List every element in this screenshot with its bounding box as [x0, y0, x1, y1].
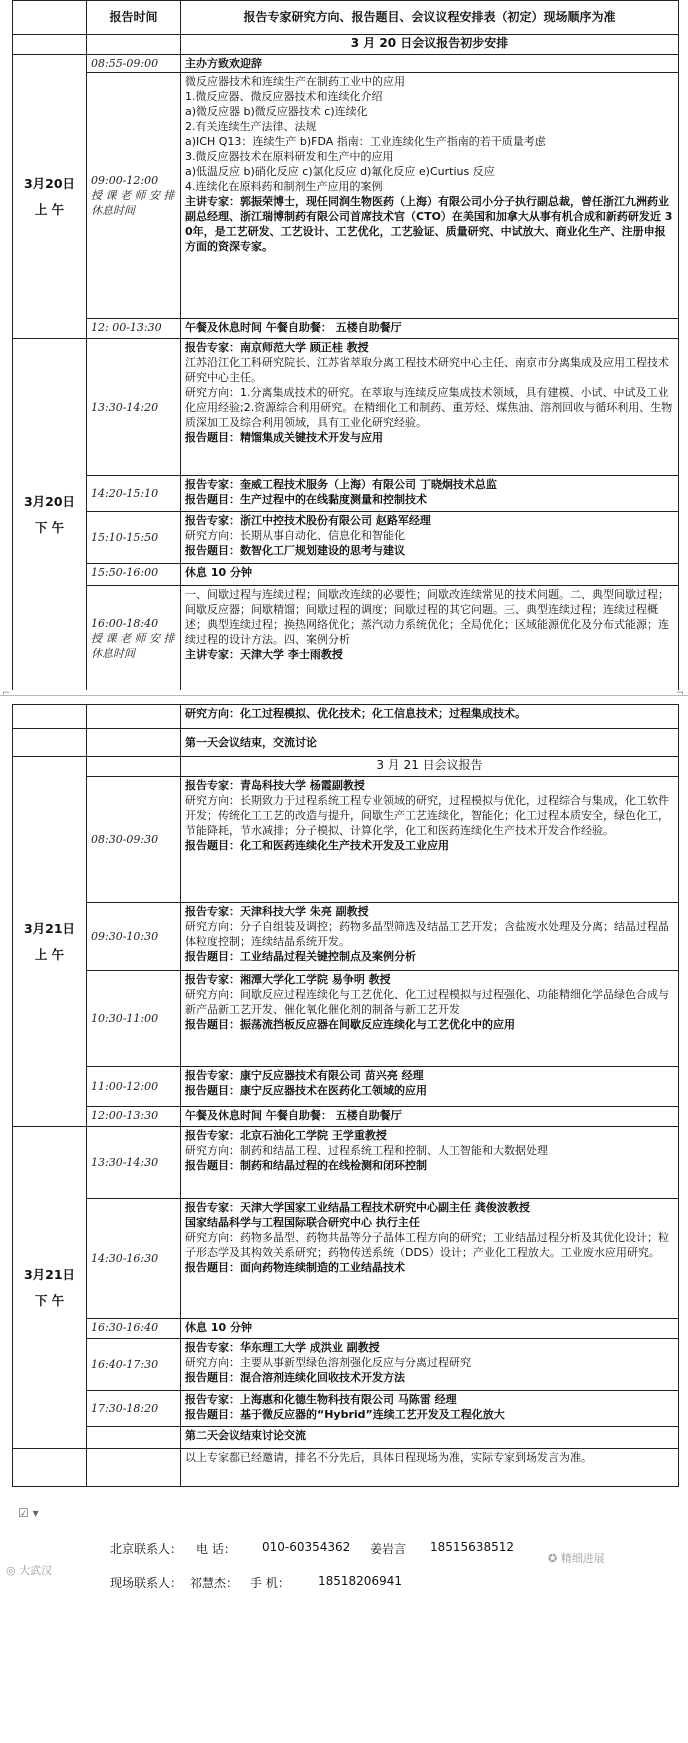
day-label: 3月20日 上 午: [13, 55, 87, 339]
edit-mark-icon: ☑ ▾: [18, 1506, 39, 1520]
schedule-table-page1: [12, 0, 679, 692]
table-row: [13, 1199, 679, 1319]
report-title: 报告题目：制药和结晶过程的在线检测和闭环控制: [185, 1159, 427, 1172]
speaker-bio: 主讲专家：郭振荣博士，现任同润生物医药（上海）有限公司小分子执行副总裁，曾任浙江九洲药业副总经理、浙江瑞博制药有限公司首席技术官（CTO）在美国和加拿大从事有机合成和新药研发近 30年，是工艺研发、工艺设计、工艺优化，工艺验证、质量研究、中试放大、商业化生产、注册申报方面的资深专家。: [185, 195, 673, 253]
time-cell: 16:30-16:40: [87, 1319, 181, 1339]
report-title: 报告题目：生产过程中的在线黏度测量和控制技术: [185, 493, 427, 506]
report-title: 报告题目：振荡流挡板反应器在间歇反应连续化与工艺优化中的应用: [185, 1018, 515, 1031]
report-title: 报告题目：基于微反应器的“Hybrid”连续工艺开发及工程化放大: [185, 1408, 505, 1421]
time-cell: 14:20-15:10: [87, 476, 181, 512]
table-row: [13, 512, 679, 564]
time-cell: 15:50-16:00: [87, 564, 181, 586]
speaker-line: 主讲专家：天津大学 李士雨教授: [185, 648, 343, 661]
time-cell: 12:00-13:30: [87, 1107, 181, 1127]
contact-name-1: 姜岩言: [370, 1542, 407, 1556]
table-row: [13, 586, 679, 692]
session-cell: 报告专家：华东理工大学 成洪业 副教授 研究方向：主要从事新型绿色溶剂强化反应与分离过程研究 报告题目：混合溶剂连续化回收技术开发方法: [181, 1339, 679, 1391]
day-label: 3月21日 下 午: [13, 1127, 87, 1449]
time-cell: 09:30-10:30: [87, 903, 181, 971]
table-row: [13, 1339, 679, 1391]
mobile-number-1: 18515638512: [430, 1540, 514, 1554]
mobile-label: 手 机：: [250, 1576, 290, 1590]
mobile-number-2: 18518206941: [318, 1574, 402, 1588]
session-cell: 报告专家：南京师范大学 顾正桂 教授 江苏沿江化工科研究院长、江苏省萃取分离工程技术研究中心主任、南京市分离集成及应用工程技术研究中心主任。 研究方向：1.分离集成技术的研究。在萃取与连续反应集成技术领域，具有建模、小试、中试及工业化应用经验;2.资源综合利用研究。在精细化工和制药、重芳烃、煤焦油、溶剂回收与循环利用、生物质深加工及综合利用领域，具有工业化研究经验。 报告题目：精馏集成关键技术开发与应用: [181, 339, 679, 476]
expert-line: 报告专家：华东理工大学 成洪业 副教授: [185, 1341, 380, 1354]
page-break: [0, 690, 688, 704]
session-cell: 报告专家：北京石油化工学院 王学重教授 研究方向：制药和结晶工程、过程系统工程和控制、人工智能和大数据处理 报告题目：制药和结晶过程的在线检测和闭环控制: [181, 1127, 679, 1199]
day-label: 3月21日 上 午: [13, 757, 87, 1127]
agenda-text: 主办方致欢迎辞: [181, 55, 679, 73]
expert-line: 报告专家：天津科技大学 朱亮 副教授: [185, 905, 369, 918]
time-cell: 16:40-17:30: [87, 1339, 181, 1391]
session-cell: 报告专家：青岛科技大学 杨霞副教授 研究方向：长期致力于过程系统工程专业领域的研究，过程模拟与优化，过程综合与集成，化工软件开发；传统化工工艺的改造与提升，间歇生产工艺连续化，智能化；化工过程本质安全，绿色化工，节能降耗，节水减排；分子模拟、计算化学，化工和医药连续化生产技术开发合作经验。 报告题目：化工和医药连续化生产技术开发及工业应用: [181, 777, 679, 903]
expert-line: 报告专家：康宁反应器技术有限公司 苗兴亮 经理: [185, 1069, 424, 1082]
wechat-icon: ✪: [548, 1552, 558, 1565]
day2-title-row: [13, 757, 679, 777]
agenda-text: 休息 10 分钟: [181, 1319, 679, 1339]
table-row: [13, 729, 679, 757]
session-cell: 报告专家：天津科技大学 朱亮 副教授 研究方向：分子自组装及调控；药物多晶型筛选及结晶工艺开发；含盐废水处理及分离；结晶过程晶体粒度控制；连续结晶系统开发。 报告题目：工业结晶过程关键控制点及案例分析: [181, 903, 679, 971]
expert-line: 报告专家：北京石油化工学院 王学重教授: [185, 1129, 387, 1142]
contact-name-2: 祁慧杰：: [190, 1576, 239, 1590]
time-cell: 14:30-16:30: [87, 1199, 181, 1319]
day1-title: 3 月 20 日会议报告初步安排: [181, 35, 679, 55]
table-row: [13, 1391, 679, 1427]
table-row: [13, 476, 679, 512]
watermark-logo: ◎ 大武汉: [6, 1564, 53, 1577]
table-row: [13, 339, 679, 476]
expert-line: 报告专家：青岛科技大学 杨霞副教授: [185, 779, 365, 792]
phone-label: 电 话：: [196, 1542, 236, 1556]
table-row: [13, 1427, 679, 1449]
time-cell: 12: 00-13:30: [87, 319, 181, 339]
table-row: [13, 1107, 679, 1127]
time-cell: 17:30-18:20: [87, 1391, 181, 1427]
wechat-badge: ✪ 精细进展: [548, 1552, 605, 1565]
report-title: 报告题目：混合溶剂连续化回收技术开发方法: [185, 1371, 405, 1384]
table-row: [13, 73, 679, 319]
day-label: 3月20日 下 午: [13, 339, 87, 692]
agenda-text: 午餐及休息时间 午餐自助餐： 五楼自助餐厅: [181, 1107, 679, 1127]
table-row: [13, 564, 679, 586]
report-title: 报告题目：面向药物连续制造的工业结晶技术: [185, 1261, 405, 1274]
report-title: 报告题目：精馏集成关键技术开发与应用: [185, 431, 383, 444]
agenda-text: 第一天会议结束，交流讨论: [181, 729, 679, 757]
time-cell: 16:00-18:40 授 课 老 师 安 排休息时间: [87, 586, 181, 692]
note-text: 以上专家都已经邀请，排名不分先后，具体日程现场为准，实际专家到场发言为准。: [181, 1449, 679, 1487]
time-cell: 13:30-14:20: [87, 339, 181, 476]
session-cell: [181, 476, 679, 512]
expert-line: 报告专家：天津大学国家工业结晶工程技术研究中心副主任 龚俊波教授: [185, 1201, 530, 1214]
time-cell: 08:55-09:00: [87, 55, 181, 73]
expert-line: 报告专家：浙江中控技术股份有限公司 赵路军经理: [185, 514, 431, 527]
site-contact-label: 现场联系人：: [110, 1576, 183, 1590]
table-row: [13, 777, 679, 903]
table-header-row: [13, 1, 679, 35]
agenda-text: 第二天会议结束讨论交流: [181, 1427, 679, 1449]
day2-title: 3 月 21 日会议报告: [181, 757, 679, 777]
agenda-text: 午餐及休息时间 午餐自助餐： 五楼自助餐厅: [181, 319, 679, 339]
table-row: [13, 971, 679, 1067]
time-cell: 09:00-12:00 授 课 老 师 安 排休息时间: [87, 73, 181, 319]
page-corner-mark: ⌐: [2, 688, 11, 699]
day1-title-row: [13, 35, 679, 55]
header-empty: [13, 1, 87, 35]
phone-number: 010-60354362: [262, 1540, 351, 1554]
time-cell: 13:30-14:30: [87, 1127, 181, 1199]
report-title: 报告题目：化工和医药连续化生产技术开发及工业应用: [185, 839, 449, 852]
session-cell: 报告专家：天津大学国家工业结晶工程技术研究中心副主任 龚俊波教授 国家结晶科学与工程国际联合研究中心 执行主任 研究方向：药物多晶型、药物共晶等分子晶体工程方向的研究；工业结晶过程分析及其优化设计；粒子形态学及其构效关系研究；药物传送系统（DDS）设计；产业化工程放大。工业废水应用研究。 报告题目：面向药物连续制造的工业结晶技术: [181, 1199, 679, 1319]
expert-line: 报告专家：湘潭大学化工学院 易争明 教授: [185, 973, 391, 986]
beijing-contact-label: 北京联系人：: [110, 1542, 183, 1556]
watermark-icon: ◎: [6, 1564, 16, 1577]
time-cell: 15:10-15:50: [87, 512, 181, 564]
time-cell: 11:00-12:00: [87, 1067, 181, 1107]
table-row: [13, 1127, 679, 1199]
table-row: [13, 319, 679, 339]
expert-line: 报告专家：奎威工程技术服务（上海）有限公司 丁晓炯技术总监: [185, 478, 497, 491]
table-row: [13, 1319, 679, 1339]
session-cell: 报告专家：浙江中控技术股份有限公司 赵路军经理 研究方向：长期从事自动化、信息化和智能化 报告题目：数智化工厂规划建设的思考与建议: [181, 512, 679, 564]
expert-line: 报告专家：南京师范大学 顾正桂 教授: [185, 341, 369, 354]
header-content: 报告专家研究方向、报告题目、会议议程安排表（初定）现场顺序为准: [181, 1, 679, 35]
agenda-text: 休息 10 分钟: [181, 564, 679, 586]
report-title: 报告题目：工业结晶过程关键控制点及案例分析: [185, 950, 416, 963]
table-row: [13, 1067, 679, 1107]
session-cell: 一、间歇过程与连续过程；间歇改连续的必要性；间歇改连续常见的技术问题。二、典型间歇过程；间歇反应器；间歇精馏；间歇过程的调度；间歇过程的其它问题。三、典型连续过程；连续过程概述；典型连续过程；换热网络优化；蒸汽动力系统优化；全局优化；区域能源优化及分布式能源；连续过程的设计方法。四、案例分析 主讲专家：天津大学 李士雨教授: [181, 586, 679, 692]
page-corner-mark: ¬: [675, 688, 684, 699]
report-title: 报告题目：数智化工厂规划建设的思考与建议: [185, 544, 405, 557]
table-row: [13, 903, 679, 971]
session-cell: [181, 1391, 679, 1427]
session-cell: [181, 1067, 679, 1107]
table-row: [13, 55, 679, 73]
time-cell: 08:30-09:30: [87, 777, 181, 903]
table-row: [13, 705, 679, 729]
header-time: 报告时间: [87, 1, 181, 35]
agenda-text: 研究方向：化工过程模拟、优化技术；化工信息技术；过程集成技术。: [181, 705, 679, 729]
session-cell: 微反应器技术和连续生产在制药工业中的应用 1.微反应器、微反应器技术和连续化介绍 a)微反应器 b)微反应器技术 c)连续化 2.有关连续生产法律、法规 a)ICH Q13：连续生产 b)FDA 指南：工业连续化生产指南的若干质量考虑 3.微反应器技术在原料研发和生产中的应用 a)低温反应 b)硝化反应 c)氯化反应 d)氟化反应 e)Curtius 反应 4.连续化在原料药和制剂生产应用的案例 主讲专家：郭振荣博士，现任同润生物医药（上海）有限公司小分子执行副总裁，曾任浙江九洲药业副总经理、浙江瑞博制药有限公司首席技术官（CTO）在美国和加拿大从事有机合成和新药研发近 30年，是工艺研发、工艺设计、工艺优化，工艺验证、质量研究、中试放大、商业化生产、注册申报方面的资深专家。: [181, 73, 679, 319]
time-cell: 10:30-11:00: [87, 971, 181, 1067]
expert-line: 报告专家：上海惠和化德生物科技有限公司 马陈雷 经理: [185, 1393, 457, 1406]
report-title: 报告题目：康宁反应器技术在医药化工领域的应用: [185, 1084, 427, 1097]
schedule-table-page2: [12, 704, 679, 1487]
contact-footer: [0, 1480, 688, 1743]
session-cell: 报告专家：湘潭大学化工学院 易争明 教授 研究方向：间歇反应过程连续化与工艺优化、化工过程模拟与过程强化、功能精细化学品绿色合成与新产品新工艺开发、催化氧化催化剂的制备与新工艺开发 报告题目：振荡流挡板反应器在间歇反应连续化与工艺优化中的应用: [181, 971, 679, 1067]
